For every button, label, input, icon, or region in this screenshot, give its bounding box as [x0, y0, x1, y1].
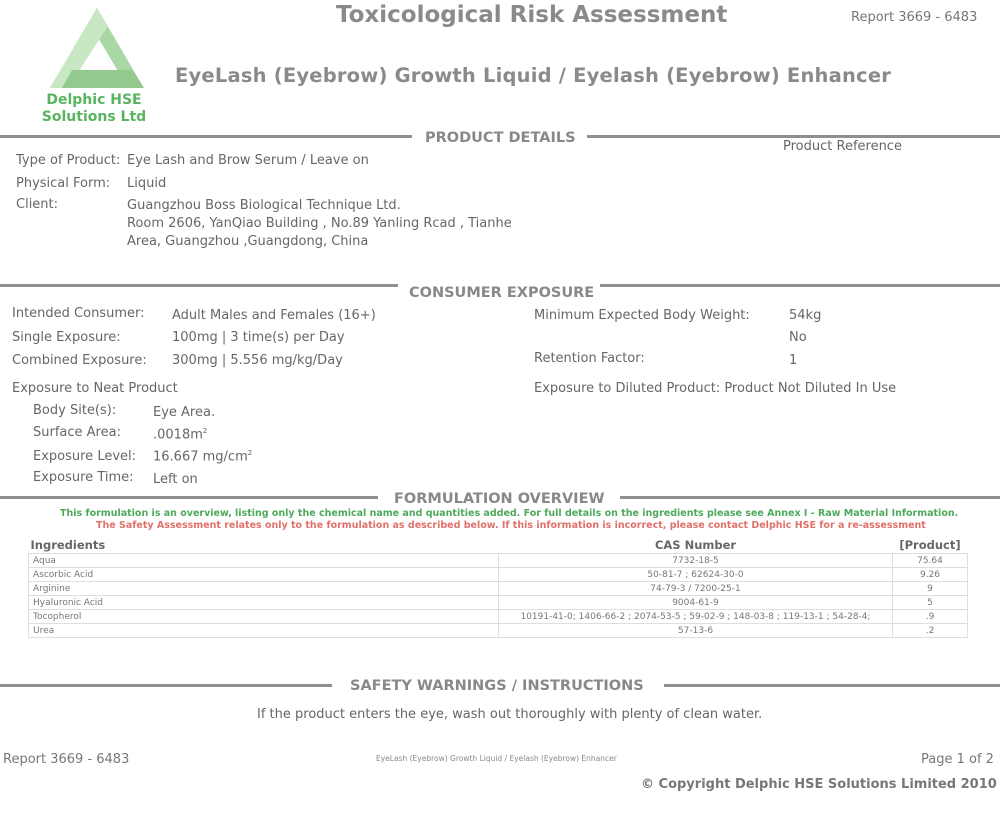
product-reference-label: Product Reference — [783, 139, 902, 154]
exposure-level-label: Exposure Level: — [33, 449, 137, 464]
ingredient-amount: 9.26 — [893, 568, 968, 582]
client-line-2: Room 2606, YanQiao Building , No.89 Yanling Rcad , Tianhe — [127, 216, 512, 231]
page-number: Page 1 of 2 — [921, 752, 994, 767]
report-number: Report 3669 - 6483 — [851, 10, 978, 25]
table-row — [29, 610, 968, 624]
body-site-label: Body Site(s): — [33, 403, 117, 418]
body-site-value: Eye Area. — [153, 405, 216, 420]
footer-product-name: EyeLash (Eyebrow) Growth Liquid / Eyelash (Eyebrow) Enhancer — [376, 754, 617, 763]
type-of-product-label: Type of Product: — [16, 153, 121, 168]
section-divider-right — [664, 684, 1000, 687]
surface-area-unit-power: 2 — [202, 427, 208, 435]
intended-consumer-label: Intended Consumer: — [12, 306, 145, 321]
section-divider-left — [0, 284, 398, 287]
ingredient-name: Ascorbic Acid — [29, 568, 499, 582]
type-of-product-value: Eye Lash and Brow Serum / Leave on — [127, 153, 369, 168]
footer-report-number: Report 3669 - 6483 — [3, 752, 130, 767]
ingredient-amount: 75.64 — [893, 554, 968, 568]
client-line-1: Guangzhou Boss Biological Technique Ltd. — [127, 198, 401, 213]
safety-instruction-text: If the product enters the eye, wash out thoroughly with plenty of clean water. — [257, 707, 763, 722]
exposure-level-unit-power: 2 — [247, 449, 253, 457]
page-title: Toxicological Risk Assessment — [336, 2, 728, 28]
logo-line-2: Solutions Ltd — [41, 109, 147, 125]
section-divider-right — [620, 496, 1000, 499]
ingredient-name: Tocopherol — [29, 610, 499, 624]
table-row — [29, 624, 968, 638]
ingredient-amount: .2 — [893, 624, 968, 638]
section-title-safety-warnings: SAFETY WARNINGS / INSTRUCTIONS — [350, 678, 644, 694]
surface-area-value — [153, 427, 207, 442]
ingredient-cas: 50-81-7 ; 62624-30-0 — [499, 568, 893, 582]
retention-factor-label: Retention Factor: — [534, 351, 645, 366]
diluted-product-heading: Exposure to Diluted Product: Product Not Diluted In Use — [534, 381, 897, 396]
exposure-flag-value: No — [789, 330, 807, 345]
ingredient-name: Hyaluronic Acid — [29, 596, 499, 610]
ingredient-amount: .9 — [893, 610, 968, 624]
min-body-weight-value: 54kg — [789, 308, 822, 323]
ingredient-name: Aqua — [29, 554, 499, 568]
logo-company-name — [38, 92, 150, 126]
ingredients-table — [28, 537, 968, 638]
logo-line-1: Delphic HSE — [46, 92, 142, 108]
client-label: Client: — [16, 197, 59, 212]
table-row — [29, 596, 968, 610]
combined-exposure-label: Combined Exposure: — [12, 353, 147, 368]
product-name: EyeLash (Eyebrow) Growth Liquid / Eyelash (Eyebrow) Enhancer — [175, 64, 892, 87]
ingredient-name: Arginine — [29, 582, 499, 596]
section-divider-left — [0, 684, 332, 687]
table-header-row — [29, 537, 968, 554]
section-title-formulation-overview: FORMULATION OVERVIEW — [394, 491, 605, 507]
cas-number-header: CAS Number — [654, 538, 737, 552]
client-line-3: Area, Guangzhou ,Guangdong, China — [127, 234, 369, 249]
ingredient-cas: 9004-61-9 — [499, 596, 893, 610]
ingredient-cas: 10191-41-0; 1406-66-2 ; 2074-53-5 ; 59-02-9 ; 148-03-8 ; 119-13-1 ; 54-28-4; — [499, 610, 893, 624]
intended-consumer-value: Adult Males and Females (16+) — [172, 308, 376, 323]
surface-area-number: .0018m — [153, 427, 203, 443]
section-divider-left — [0, 135, 412, 138]
section-title-consumer-exposure: CONSUMER EXPOSURE — [409, 285, 595, 301]
ingredient-amount: 5 — [893, 596, 968, 610]
formulation-note: This formulation is an overview, listing only the chemical name and quantities added. For full details on the ingredients please see Annex I - Raw Material Information. — [60, 508, 959, 519]
physical-form-label: Physical Form: — [16, 176, 111, 191]
section-divider-right — [587, 135, 1000, 138]
ingredient-cas: 74-79-3 / 7200-25-1 — [499, 582, 893, 596]
exposure-time-value: Left on — [153, 472, 198, 487]
section-divider-right — [600, 284, 1000, 287]
copyright-notice: © Copyright Delphic HSE Solutions Limited 2010 — [641, 777, 997, 792]
section-title-product-details: PRODUCT DETAILS — [425, 130, 576, 146]
single-exposure-value: 100mg | 3 time(s) per Day — [172, 330, 345, 345]
physical-form-value: Liquid — [127, 176, 167, 191]
formulation-warning: The Safety Assessment relates only to the formulation as described below. If this information is incorrect, please contact Delphic HSE for a re-assessment — [96, 520, 926, 531]
ingredient-cas: 7732-18-5 — [499, 554, 893, 568]
combined-exposure-value: 300mg | 5.556 mg/kg/Day — [172, 353, 343, 368]
exposure-level-number: 16.667 mg/cm — [153, 449, 248, 465]
exposure-level-value — [153, 449, 252, 464]
product-header: [Product] — [899, 538, 961, 552]
section-divider-left — [0, 496, 378, 499]
ingredients-header: Ingredients — [30, 538, 106, 552]
ingredient-cas: 57-13-6 — [499, 624, 893, 638]
table-row — [29, 554, 968, 568]
ingredient-name: Urea — [29, 624, 499, 638]
table-row — [29, 568, 968, 582]
surface-area-label: Surface Area: — [33, 425, 121, 440]
delphic-logo-icon — [48, 6, 146, 90]
min-body-weight-label: Minimum Expected Body Weight: — [534, 308, 750, 323]
retention-factor-value: 1 — [789, 353, 798, 368]
ingredient-amount: 9 — [893, 582, 968, 596]
table-row — [29, 582, 968, 596]
single-exposure-label: Single Exposure: — [12, 330, 121, 345]
neat-product-heading: Exposure to Neat Product — [12, 381, 178, 396]
exposure-time-label: Exposure Time: — [33, 470, 134, 485]
